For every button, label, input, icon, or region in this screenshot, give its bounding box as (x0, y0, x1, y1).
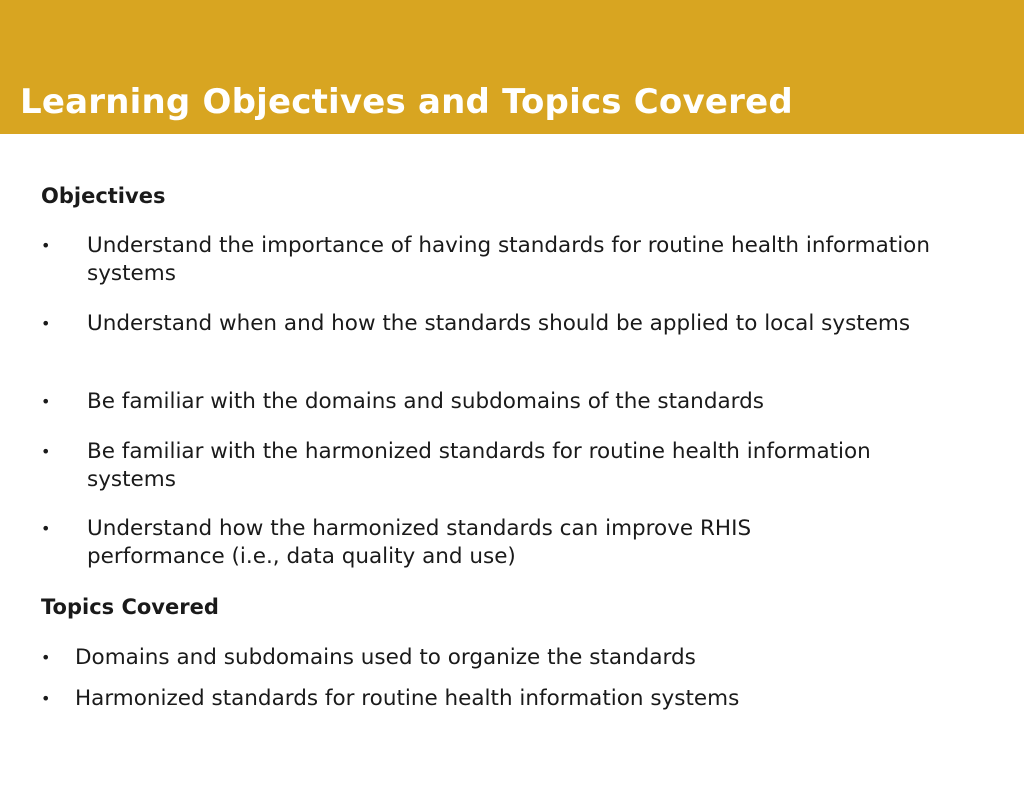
objectives-heading: Objectives (41, 184, 166, 208)
objective-text: Understand the importance of having standards for routine health information systems (87, 233, 930, 286)
objective-item (41, 388, 971, 416)
topics-heading: Topics Covered (41, 595, 219, 619)
objective-text: Be familiar with the harmonized standards for routine health information systems (87, 439, 871, 492)
objective-item (41, 438, 971, 494)
objective-item (41, 515, 971, 571)
topic-item (41, 644, 971, 672)
bullet-icon: • (41, 392, 51, 411)
bullet-icon: • (41, 236, 51, 255)
objective-text: Understand how the harmonized standards can improve RHIS performance (i.e., data quality and use) (87, 516, 752, 569)
objective-item (41, 310, 971, 366)
bullet-icon: • (41, 442, 51, 461)
objective-text: Be familiar with the domains and subdomains of the standards (87, 389, 764, 414)
objective-item (41, 232, 971, 288)
bullet-icon: • (41, 689, 51, 708)
topic-item (41, 685, 971, 713)
bullet-icon: • (41, 648, 51, 667)
topic-text: Harmonized standards for routine health information systems (75, 686, 740, 711)
bullet-icon: • (41, 314, 51, 333)
slide-title: Learning Objectives and Topics Covered (20, 82, 793, 122)
objective-text: Understand when and how the standards should be applied to local systems (87, 311, 911, 336)
bullet-icon: • (41, 519, 51, 538)
topic-text: Domains and subdomains used to organize the standards (75, 645, 696, 670)
